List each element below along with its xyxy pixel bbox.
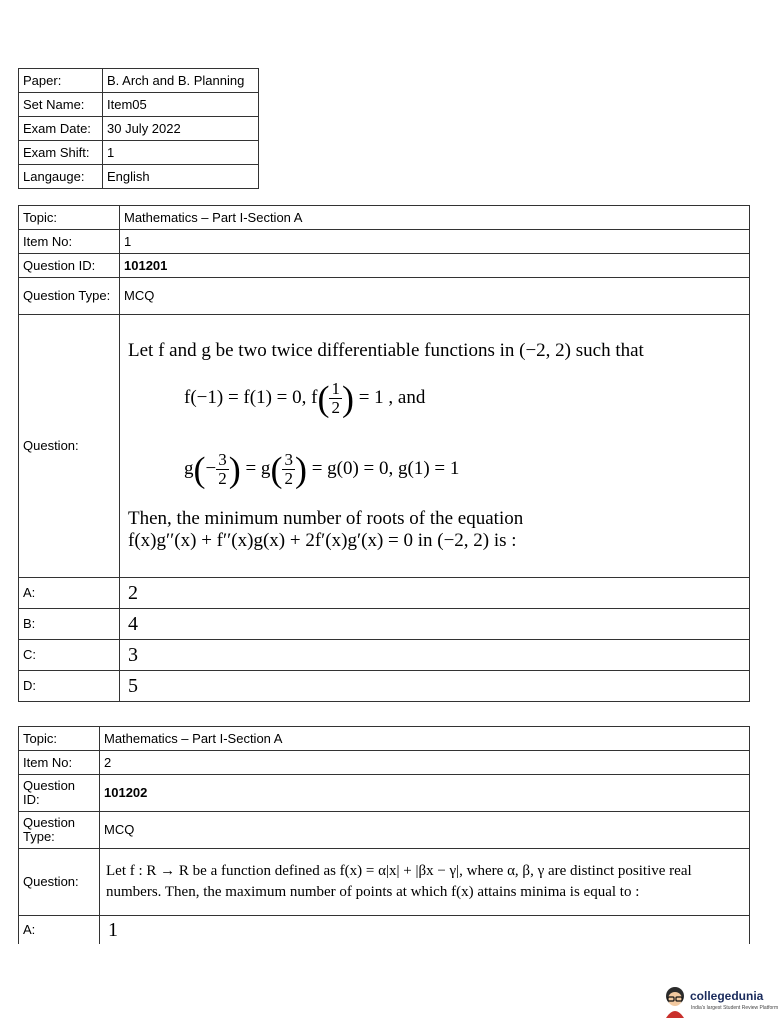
q1-qid-label: Question ID:: [19, 254, 120, 278]
question-2-table: [18, 726, 750, 944]
q2-topic-value: Mathematics – Part I-Section A: [100, 727, 750, 751]
q2-question-row: [19, 849, 750, 916]
q2-qtype-row: [19, 812, 750, 849]
q2-topic-label: Topic:: [19, 727, 100, 751]
q1-qtype-value: MCQ: [120, 278, 750, 315]
fraction: [329, 380, 342, 417]
q2-item-row: [19, 751, 750, 775]
meta-row-exam-date: [19, 117, 259, 141]
q1-option-b-value: 4: [120, 609, 750, 640]
q2-option-a-label: A:: [19, 916, 100, 945]
q1-line-3-c: = g(0) = 0, g(1) = 1: [311, 457, 460, 479]
meta-row-paper: [19, 69, 259, 93]
q1-option-a-row: [19, 578, 750, 609]
q1-line-3: g(− $\frac{3}{2}$ ) = g( $\frac{3}{2}$ ) = g(0) = 0, g(1) = 1: [184, 449, 460, 490]
q1-item-value: 1: [120, 230, 750, 254]
q2-option-a-value: 1: [100, 916, 750, 945]
meta-row-language: [19, 165, 259, 189]
minus-sign: −: [205, 457, 217, 479]
q1-option-b-row: [19, 609, 750, 640]
q1-qid-row: [19, 254, 750, 278]
q1-item-row: [19, 230, 750, 254]
q2-question-body: Let f : R → R be a function defined as f(x) = α|x| + |βx − γ|, where α, β, γ are distinct positive real numbers. Then, the maximum number of points at which f(x) attains minima is equal to :: [100, 849, 750, 916]
q1-option-c-value: 3: [120, 640, 750, 671]
q1-topic-row: [19, 206, 750, 230]
numerator: 3: [218, 450, 227, 469]
q1-line-3-a: g: [184, 457, 194, 479]
q1-topic-value: Mathematics – Part I-Section A: [120, 206, 750, 230]
q2-option-a-row: [19, 916, 750, 945]
numerator: 3: [284, 450, 293, 469]
fraction: [282, 451, 295, 488]
meta-value: Item05: [103, 93, 259, 117]
q1-line-2-b: = 1 , and: [358, 386, 426, 408]
q2-topic-row: [19, 727, 750, 751]
mascot-icon: [660, 984, 690, 1018]
q1-option-a-label: A:: [19, 578, 120, 609]
q2-item-label: Item No:: [19, 751, 100, 775]
fraction: [216, 451, 229, 488]
numerator: 1: [331, 379, 340, 398]
q2-qid-value: 101202: [100, 775, 750, 812]
exam-meta-table: [18, 68, 259, 189]
meta-key: Langauge:: [19, 165, 103, 189]
denominator: 2: [218, 469, 227, 488]
meta-value: 1: [103, 141, 259, 165]
meta-value: B. Arch and B. Planning: [103, 69, 259, 93]
q1-question-row: [19, 315, 750, 578]
q1-line-5: f(x)g′′(x) + f′′(x)g(x) + 2f′(x)g′(x) = 0 in (−2, 2) is :: [128, 530, 517, 551]
q1-qid-value: 101201: [120, 254, 750, 278]
brand-tagline: India's largest Student Review Platform: [691, 1005, 778, 1011]
q1-option-c-label: C:: [19, 640, 120, 671]
collegedunia-logo: [660, 984, 778, 1018]
q1-option-d-row: [19, 671, 750, 702]
meta-key: Paper:: [19, 69, 103, 93]
q1-line-2-a: f(−1) = f(1) = 0, f: [184, 386, 318, 408]
meta-key: Exam Shift:: [19, 141, 103, 165]
q1-line-2: f(−1) = f(1) = 0, f( $\frac{1}{2}$ ) = 1 , and: [184, 378, 426, 419]
meta-row-exam-shift: [19, 141, 259, 165]
q1-option-c-row: [19, 640, 750, 671]
meta-value: English: [103, 165, 259, 189]
q1-option-a-value: 2: [120, 578, 750, 609]
question-1-table: [18, 205, 750, 702]
q2-question-label: Question:: [19, 849, 100, 916]
denominator: 2: [331, 398, 340, 417]
denominator: 2: [284, 469, 293, 488]
meta-value: 30 July 2022: [103, 117, 259, 141]
q1-topic-label: Topic:: [19, 206, 120, 230]
meta-row-set-name: [19, 93, 259, 117]
q2-qtype-label: Question Type:: [19, 812, 100, 849]
q2-qid-label: Question ID:: [19, 775, 100, 812]
q2-item-value: 2: [100, 751, 750, 775]
q1-qtype-label: Question Type:: [19, 278, 120, 315]
brand-name: collegedunia: [690, 989, 764, 1003]
q1-line-4: Then, the minimum number of roots of the equation: [128, 508, 524, 529]
q2-qtype-value: MCQ: [100, 812, 750, 849]
meta-key: Set Name:: [19, 93, 103, 117]
q1-option-b-label: B:: [19, 609, 120, 640]
meta-key: Exam Date:: [19, 117, 103, 141]
q1-qtype-row: [19, 278, 750, 315]
q1-option-d-value: 5: [120, 671, 750, 702]
q1-question-label: Question:: [19, 315, 120, 578]
q1-line-1: Let f and g be two twice differentiable functions in (−2, 2) such that: [128, 340, 644, 361]
q1-question-body: [120, 315, 750, 578]
q1-option-d-label: D:: [19, 671, 120, 702]
q2-qid-row: [19, 775, 750, 812]
q1-item-label: Item No:: [19, 230, 120, 254]
q1-line-3-b: = g: [245, 457, 271, 479]
